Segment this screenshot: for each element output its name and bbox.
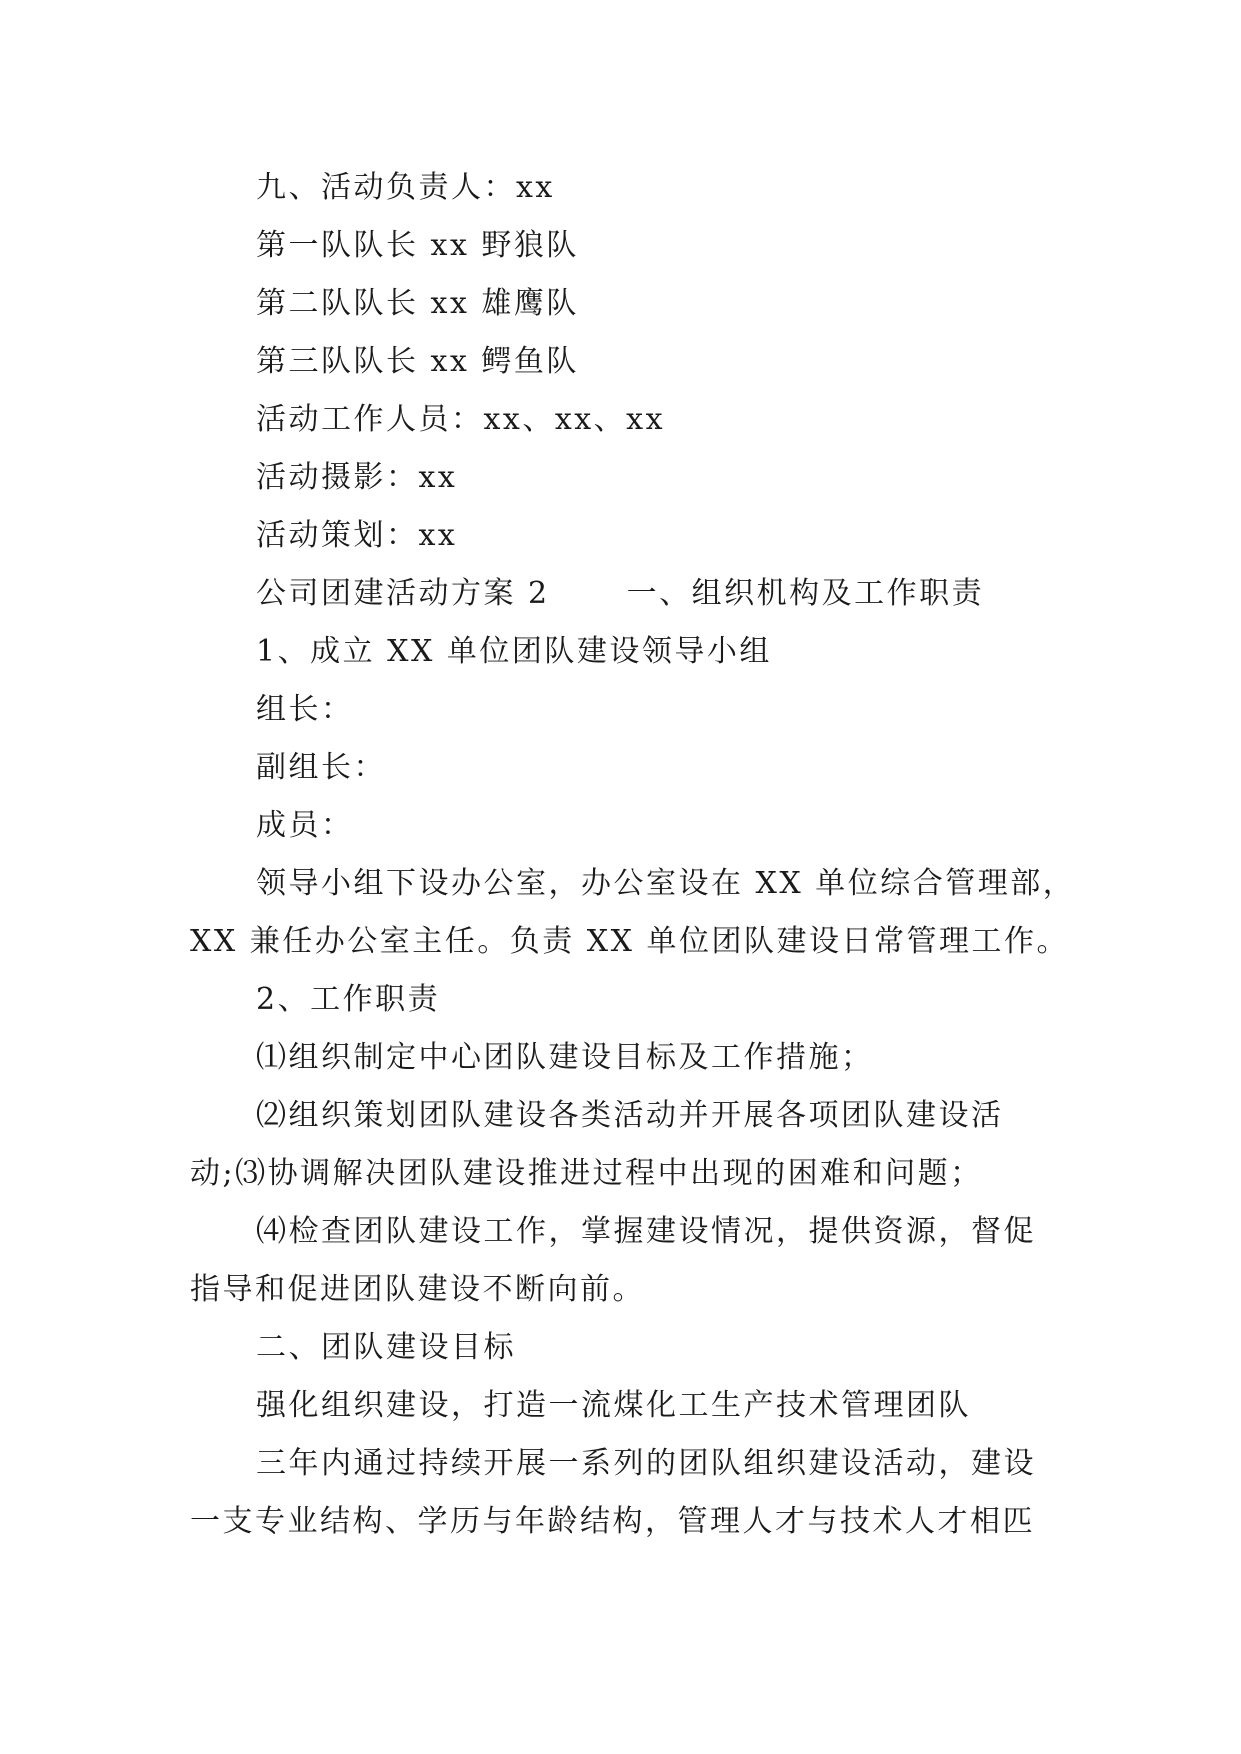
text-line: 组长： <box>256 692 354 727</box>
text-line: 活动工作人员：xx、xx、xx <box>256 402 666 437</box>
text-line: 2、工作职责 <box>256 982 441 1017</box>
text-line: 副组长： <box>256 750 386 785</box>
text-line: 活动策划：xx <box>256 518 458 553</box>
paragraph-line: 领导小组下设办公室，办公室设在 XX 单位综合管理部， <box>256 866 1076 901</box>
text-line: 第一队队长 xx 野狼队 <box>256 228 579 263</box>
text-line: 强化组织建设，打造一流煤化工生产技术管理团队 <box>256 1388 971 1423</box>
text-line: 九、活动负责人：xx <box>256 170 555 205</box>
paragraph-line: 指导和促进团队建设不断向前。 <box>190 1272 645 1307</box>
text-line: 活动摄影：xx <box>256 460 458 495</box>
text-line: 成员： <box>256 808 354 843</box>
paragraph-line: 一支专业结构、学历与年龄结构，管理人才与技术人才相匹 <box>190 1504 1035 1539</box>
text-line: 1、成立 XX 单位团队建设领导小组 <box>256 634 772 669</box>
paragraph-line: 动;⑶协调解决团队建设推进过程中出现的困难和问题； <box>190 1156 983 1191</box>
paragraph-line: XX 兼任办公室主任。负责 XX 单位团队建设日常管理工作。 <box>190 924 1070 959</box>
paragraph-line: 三年内通过持续开展一系列的团队组织建设活动，建设 <box>256 1446 1036 1481</box>
paragraph-line: ⑷检查团队建设工作，掌握建设情况，提供资源，督促 <box>256 1214 1036 1249</box>
section-heading: 公司团建活动方案 2 一、组织机构及工作职责 <box>256 576 985 611</box>
text-line: 第二队队长 xx 雄鹰队 <box>256 286 579 321</box>
paragraph-line: ⑵组织策划团队建设各类活动并开展各项团队建设活 <box>256 1098 1004 1133</box>
section-heading: 二、团队建设目标 <box>256 1330 516 1365</box>
text-line: ⑴组织制定中心团队建设目标及工作措施； <box>256 1040 874 1075</box>
text-line: 第三队队长 xx 鳄鱼队 <box>256 344 579 379</box>
